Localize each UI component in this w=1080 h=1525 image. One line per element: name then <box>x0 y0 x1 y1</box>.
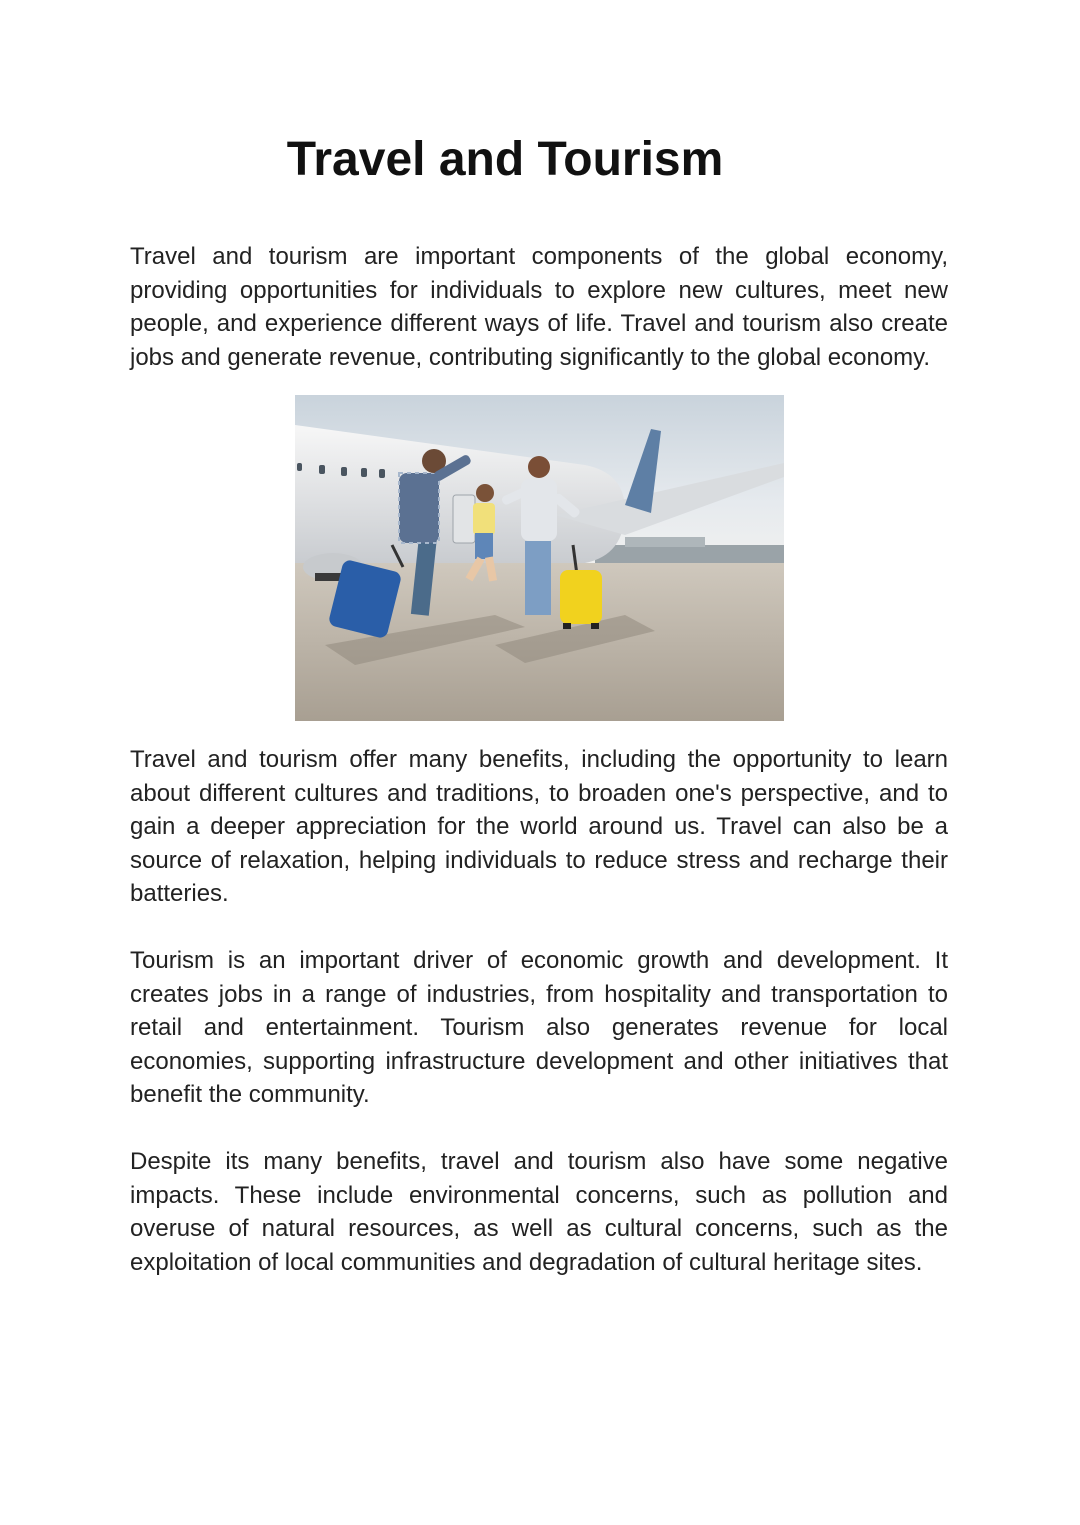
page-title: Travel and Tourism <box>286 133 724 186</box>
paragraph-negative-impacts: Despite its many benefits, travel and tourism also have some negative impacts. These include environmental concerns, such as pollution and overuse of natural resources, as well as cultural concerns, such as the exploitation of local communities and degradation of cultural heritage sites. <box>130 1148 948 1276</box>
family-airport-photo <box>295 395 784 721</box>
paragraph-benefits: Travel and tourism offer many benefits, including the opportunity to learn about different cultures and traditions, to broaden one's perspective, and to gain a deeper appreciation for the world around us. Travel can also be a source of relaxation, helping individuals to reduce stress and recharge their batteries. <box>130 746 948 908</box>
paragraph-intro: Travel and tourism are important components of the global economy, providing opportunities for individuals to explore new cultures, meet new people, and experience different ways of life. Travel and tourism also create jobs and generate revenue, contributing significantly to the global economy. <box>130 243 948 371</box>
paragraph-economic-growth: Tourism is an important driver of economic growth and development. It creates jobs in a range of industries, from hospitality and transportation to retail and entertainment. Tourism also generates revenue for local economies, supporting infrastructure development and other initiatives that benefit the community. <box>130 947 948 1109</box>
